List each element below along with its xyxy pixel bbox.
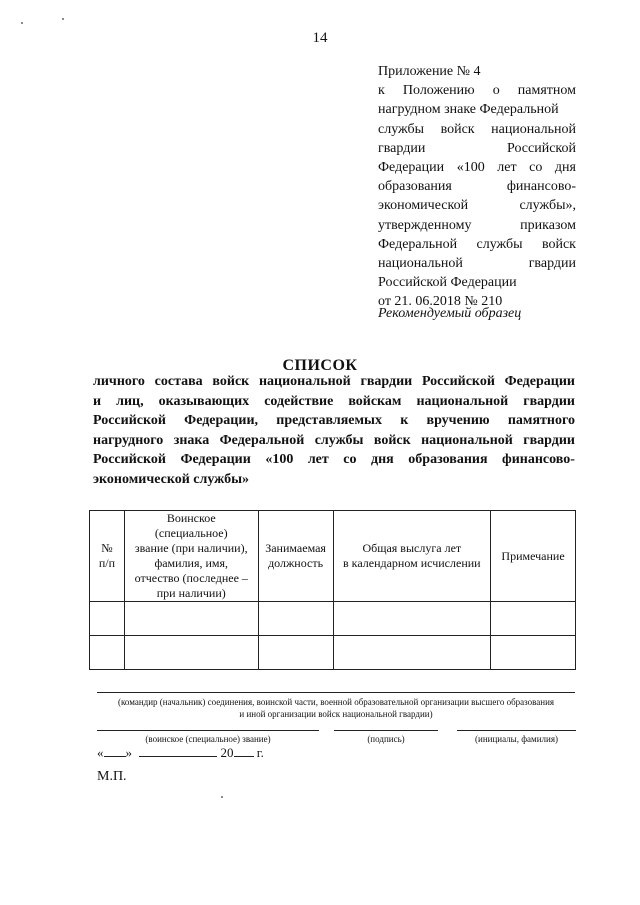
appendix-word: о	[492, 83, 500, 99]
subtitle-word: Российской	[93, 413, 166, 428]
subtitle-word: знака	[173, 432, 210, 448]
rank-line[interactable]	[97, 730, 319, 731]
table-header-row	[90, 511, 576, 602]
table-row	[90, 602, 576, 636]
appendix-word: Федерации	[378, 160, 445, 176]
subtitle-line	[93, 372, 575, 392]
page-number: 14	[312, 30, 328, 46]
month-blank[interactable]	[139, 744, 217, 757]
subtitle-word: войск	[212, 374, 250, 389]
appendix-word: памятном	[517, 83, 576, 99]
appendix-line: от 21. 06.2018 № 210	[378, 294, 503, 310]
appendix-line	[378, 81, 576, 100]
table-cell[interactable]	[90, 636, 125, 670]
commander-caption: (командир (начальник) соединения, воинской части, военной образовательной организации высшего образования и иной организации войск национальной гвардии)	[117, 697, 555, 719]
subtitle-word: лиц,	[116, 393, 144, 409]
table-cell[interactable]	[333, 602, 491, 636]
subtitle-word: гвардии	[360, 374, 413, 389]
subtitle-word: национальной	[421, 432, 513, 448]
table-row	[90, 636, 576, 670]
subtitle-word: Федеральной	[219, 432, 305, 448]
subtitle-word: личного	[93, 374, 145, 389]
table-cell[interactable]	[124, 636, 258, 670]
appendix-word: «100	[456, 160, 485, 176]
subtitle-line	[93, 411, 575, 431]
appendix-word: службы»,	[519, 198, 576, 214]
appendix-word: Федеральной	[378, 236, 458, 252]
header-position: Занимаемая должность	[258, 511, 333, 602]
initials-caption: (инициалы, фамилия)	[475, 734, 558, 744]
header-rank-name: Воинское (специальное) звание (при наличии), фамилия, имя, отчество (последнее – при наличии)	[124, 511, 258, 602]
appendix-line	[378, 120, 576, 139]
appendix-word: войск	[541, 236, 576, 252]
subtitle-word: финансово-	[502, 452, 575, 467]
appendix-line	[378, 235, 576, 254]
subtitle-line	[93, 392, 575, 412]
subtitle-word: со	[343, 452, 357, 467]
table-cell[interactable]	[491, 602, 576, 636]
subtitle-word: национальной	[258, 374, 351, 389]
appendix-word: войск	[440, 121, 475, 137]
subtitle-word: лет	[307, 452, 329, 467]
commander-signature-line[interactable]	[97, 692, 575, 693]
appendix-line	[378, 254, 576, 273]
appendix-word: дня	[554, 160, 576, 176]
appendix-line	[378, 158, 576, 177]
day-blank[interactable]	[104, 744, 126, 757]
document-subtitle	[93, 372, 575, 489]
appendix-line: нагрудном знаке Федеральной	[378, 102, 559, 118]
subtitle-word: войск	[373, 432, 411, 448]
open-quote: «	[97, 745, 104, 760]
appendix-word: национальной	[491, 121, 576, 137]
appendix-line: Российской Федерации	[378, 275, 517, 291]
subtitle-word: «100	[265, 452, 294, 467]
appendix-word: финансово-	[506, 179, 576, 195]
year-prefix: 20	[220, 745, 234, 760]
appendix-word: приказом	[520, 217, 576, 233]
subtitle-word: дня	[371, 452, 394, 467]
appendix-header	[378, 62, 576, 312]
subtitle-word: Российской	[421, 374, 495, 389]
personnel-list-table	[89, 510, 576, 670]
subtitle-word: и	[93, 393, 102, 409]
appendix-word: лет	[497, 160, 517, 176]
appendix-word: службы	[476, 236, 523, 252]
subtitle-word: национальной	[416, 393, 509, 409]
appendix-word: к	[378, 83, 385, 99]
subtitle-word: гвардии	[523, 432, 575, 448]
subtitle-word: оказывающих	[158, 393, 250, 409]
year-blank[interactable]	[234, 744, 254, 757]
document-title: СПИСОК	[282, 357, 358, 374]
appendix-word: со	[529, 160, 543, 176]
subtitle-line	[93, 431, 575, 451]
scan-speck	[221, 796, 223, 798]
table-cell[interactable]	[258, 602, 333, 636]
rank-caption: (воинское (специальное) звание)	[145, 734, 271, 744]
header-notes: Примечание	[491, 511, 576, 602]
header-service-length: Общая выслуга лет в календарном исчислении	[333, 511, 491, 602]
subtitle-word: содействие	[264, 393, 334, 409]
appendix-word: национальной	[378, 256, 463, 272]
appendix-word: образования	[378, 179, 452, 195]
table-cell[interactable]	[491, 636, 576, 670]
appendix-word: гвардии	[378, 140, 426, 156]
appendix-word: гвардии	[528, 256, 576, 272]
scan-speck	[62, 18, 64, 20]
signature-caption: (подпись)	[367, 734, 405, 744]
date-line	[97, 744, 264, 761]
subtitle-word: состава	[154, 374, 203, 389]
subtitle-line: экономической службы»	[93, 471, 250, 487]
subtitle-word: службы	[314, 432, 364, 448]
subtitle-word: представляемых	[276, 413, 382, 428]
subtitle-word: Федерации	[504, 374, 575, 389]
appendix-word: экономической	[378, 198, 469, 214]
appendix-line	[378, 216, 576, 235]
appendix-word: службы	[378, 121, 425, 137]
subtitle-word: Российской	[93, 452, 166, 467]
appendix-line	[378, 177, 576, 196]
appendix-line: Приложение № 4	[378, 64, 481, 79]
year-suffix: г.	[256, 745, 264, 760]
close-quote: »	[125, 745, 132, 760]
header-number: № п/п	[90, 511, 125, 602]
scan-speck	[21, 22, 23, 24]
signature-line[interactable]	[334, 730, 438, 731]
table-cell[interactable]	[90, 602, 125, 636]
subtitle-word: образования	[408, 452, 488, 467]
appendix-word: Российской	[507, 140, 576, 156]
subtitle-word: Федерации,	[184, 413, 259, 428]
subtitle-line	[93, 450, 575, 470]
initials-line[interactable]	[457, 730, 576, 731]
subtitle-word: вручению	[426, 413, 490, 428]
subtitle-word: памятного	[507, 413, 575, 428]
table-cell[interactable]	[124, 602, 258, 636]
subtitle-word: гвардии	[523, 393, 575, 409]
appendix-word: Положению	[402, 83, 475, 99]
subtitle-word: Федерации	[180, 452, 251, 467]
stamp-placeholder: М.П.	[97, 769, 127, 784]
subtitle-word: нагрудного	[93, 432, 164, 448]
subtitle-word: войскам	[348, 393, 402, 409]
recommended-sample-label: Рекомендуемый образец	[378, 306, 522, 321]
table-cell[interactable]	[258, 636, 333, 670]
appendix-line	[378, 139, 576, 158]
appendix-line	[378, 196, 576, 215]
appendix-word: утвержденному	[378, 217, 472, 233]
subtitle-word: к	[400, 413, 409, 428]
table-cell[interactable]	[333, 636, 491, 670]
